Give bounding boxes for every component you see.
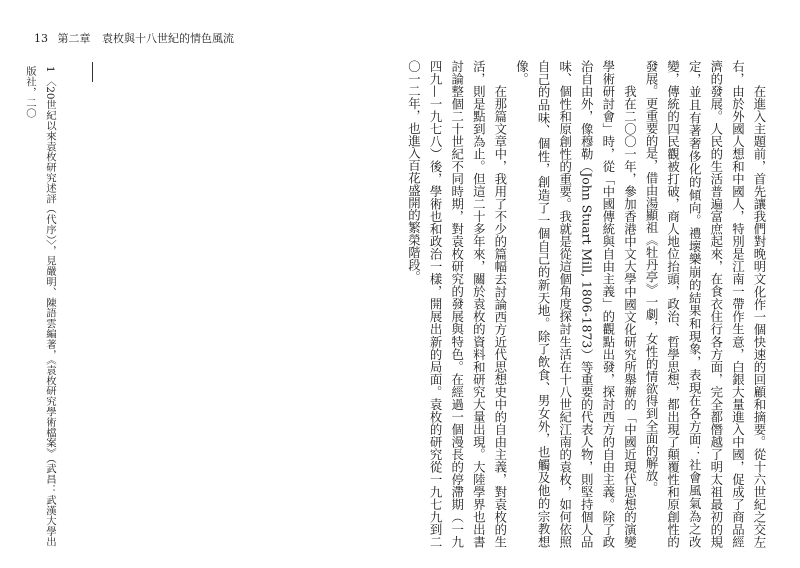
footnote [20, 66, 60, 551]
paragraph: 我在二〇〇一年，參加香港中文大學中國文化研究所舉辦的「中國近現代思想的演變學術研討會」時，從「中國傳統與自由主義」的觀點出發，探討西方的自由主義。除了政治自由外，像穆勒（John Stuart Mill, 1806-1873）等重要的代表人物，則堅持個人品味、個性和原創性的重要。我就是從這個角度探討生活在十八世紀江南的袁枚，如何依照自己的品味、個性，創造了一個自己的新天地。除了飲食、男女外，也觸及他的宗教想像。 [514, 60, 638, 548]
paragraph: 在進入主題前，首先讓我們對晚明文化作一個快速的回顧和摘要。從十六世紀之交左右，由於外國人想和中國人，特別是江南一帶作生意，白銀大量進入中國，促成了商品經濟的發展。人民的生活普遍富庶起來，在食衣住行各方面，完全都僭越了明太祖最初的規定，並且有著奢侈化的傾向。禮壞樂崩的結果和現象，表現在各方面：社會風氣為之改變，傳統的四民觀被打破，商人地位抬頭，政治、哲學思想，都出現了顛覆性和原創性的發展。更重要的是，借由湯顯祖《牡丹亭》一劇，女性的情欲得到全面的解放。 [644, 60, 767, 548]
page-number: 13 [34, 32, 48, 45]
running-header [34, 30, 234, 46]
paragraph: 在那篇文章中，我用了不少的篇幅去討論西方近代思想史中的自由主義，對袁枚的生活，則是點到為止。但這二十多年來，關於袁枚的資料和研究大量出現。大陸學界也出書討論整個二十世紀不同時期，對袁枚研究的發展與特色。在經過一個漫長的停滯期（一九四九—一九七八）後，學術也和政治一樣，開展出新的局面。袁枚的研究從一九七九到二〇一二年，也進入百花盛開的繁榮階段。 [406, 60, 508, 548]
footnote-text: 1 〈20世紀以來袁枚研究述評（代序）〉，見嚴明、陳語雲編著，《袁枚研究學術檔案》（武昌：武漢大學出版社，二〇 [24, 66, 56, 547]
chapter-label: 第二章 [57, 32, 91, 45]
chapter-title: 袁枚與十八世紀的情色風流 [102, 32, 234, 45]
main-text [403, 60, 770, 548]
footnote-divider [92, 62, 93, 82]
